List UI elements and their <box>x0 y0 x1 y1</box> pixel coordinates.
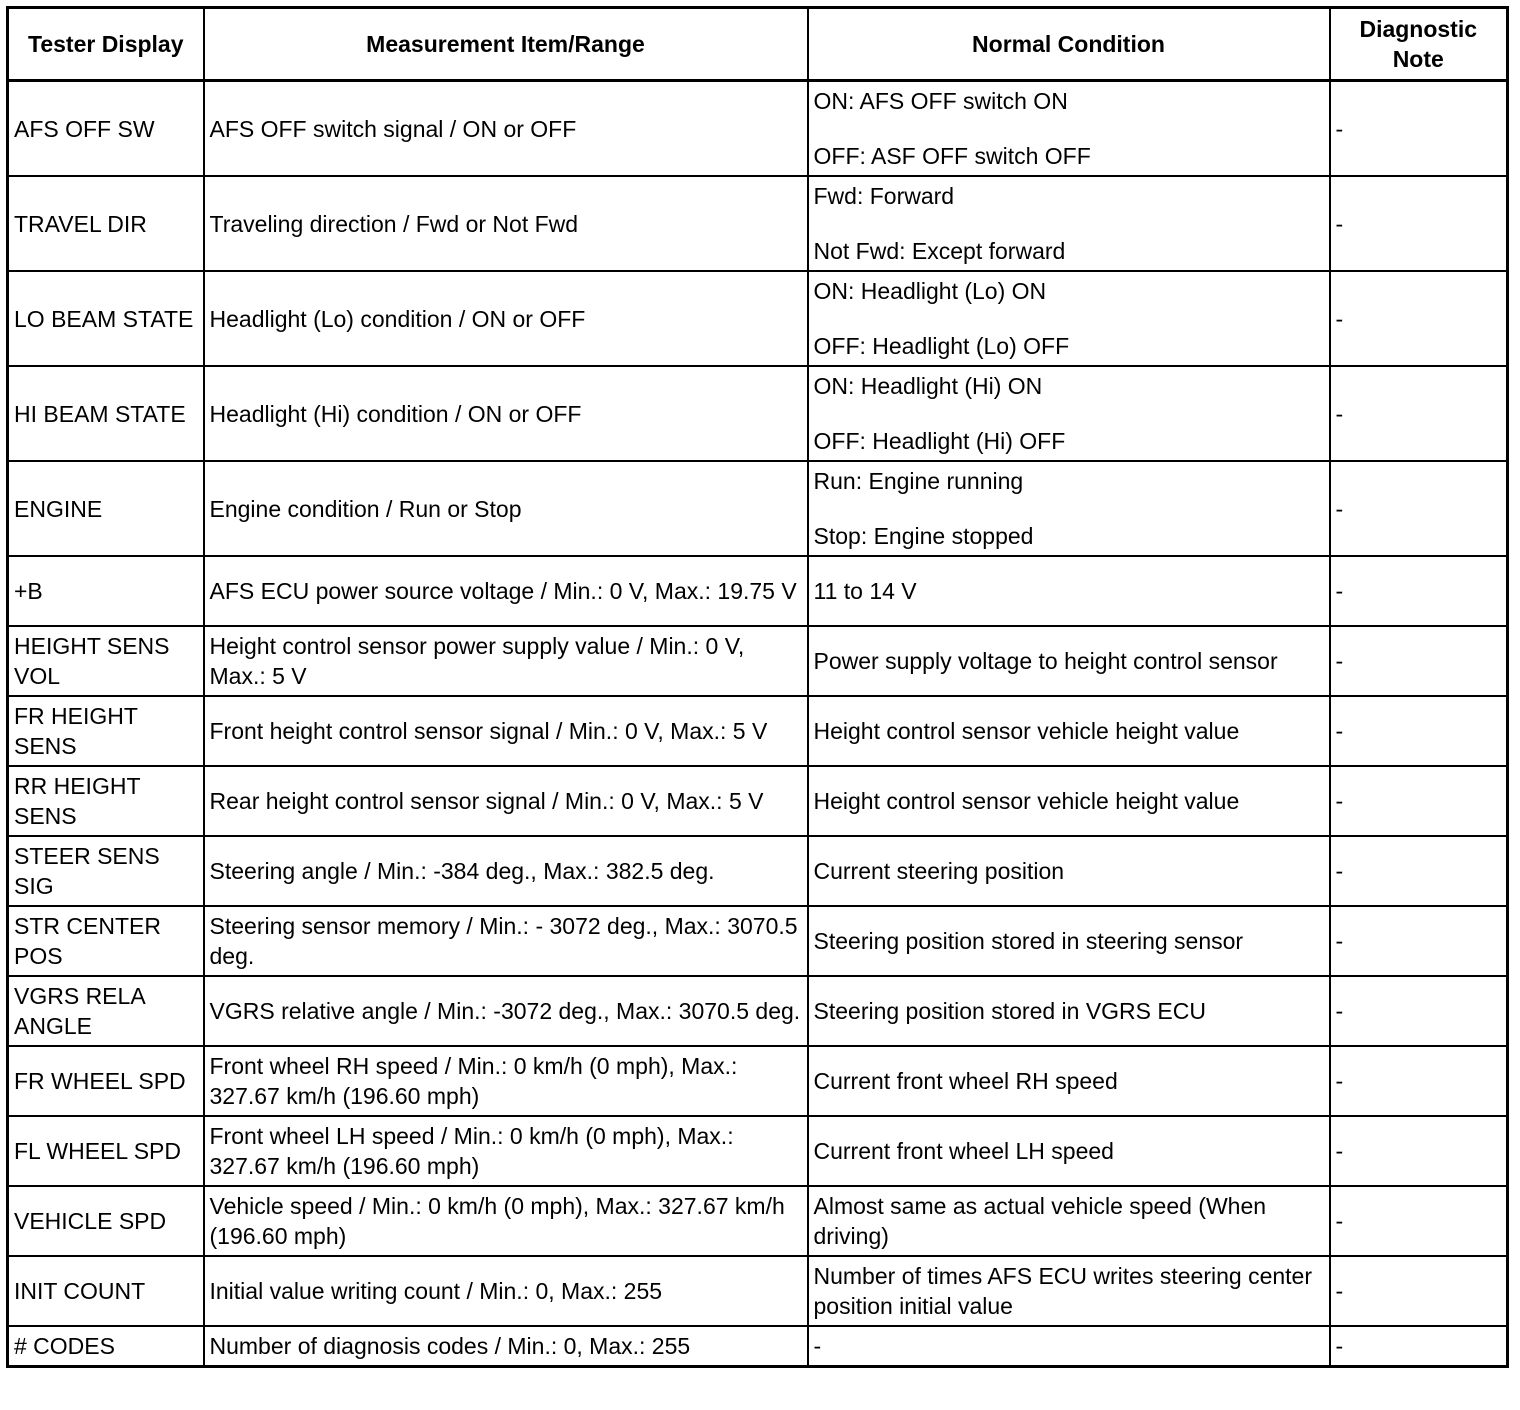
tester-display-cell: HI BEAM STATE <box>8 366 204 461</box>
tester-display-cell: STR CENTER POS <box>8 906 204 976</box>
diagnostic-note-cell: - <box>1330 1326 1508 1367</box>
measurement-cell: VGRS relative angle / Min.: -3072 deg., Max.: 3070.5 deg. <box>204 976 808 1046</box>
tester-display-cell: LO BEAM STATE <box>8 271 204 366</box>
table-row <box>8 461 1508 556</box>
table-row <box>8 1046 1508 1116</box>
table-row <box>8 556 1508 626</box>
normal-condition-line: Steering position stored in steering sensor <box>813 928 1244 954</box>
table-row <box>8 176 1508 271</box>
tester-display-cell: RR HEIGHT SENS <box>8 766 204 836</box>
normal-condition-line: Almost same as actual vehicle speed (When driving) <box>813 1193 1267 1249</box>
diagnostic-note-cell: - <box>1330 1186 1508 1256</box>
table-row <box>8 366 1508 461</box>
tester-display-cell: AFS OFF SW <box>8 81 204 177</box>
header-tester-display: Tester Display <box>8 8 204 81</box>
diagnostic-note-cell: - <box>1330 271 1508 366</box>
tester-display-cell: VGRS RELA ANGLE <box>8 976 204 1046</box>
normal-condition-cell <box>808 1186 1330 1256</box>
table-body <box>8 81 1508 1367</box>
measurement-cell: Vehicle speed / Min.: 0 km/h (0 mph), Max.: 327.67 km/h (196.60 mph) <box>204 1186 808 1256</box>
diagnostic-note-cell: - <box>1330 766 1508 836</box>
measurement-cell: AFS ECU power source voltage / Min.: 0 V, Max.: 19.75 V <box>204 556 808 626</box>
normal-condition-line: Steering position stored in VGRS ECU <box>813 998 1206 1024</box>
table-row <box>8 1326 1508 1367</box>
diagnostic-note-cell: - <box>1330 461 1508 556</box>
normal-condition-line: Stop: Engine stopped <box>813 523 1034 549</box>
normal-condition-line: Height control sensor vehicle height value <box>813 718 1240 744</box>
normal-condition-line: OFF: ASF OFF switch OFF <box>813 143 1091 169</box>
table-row <box>8 906 1508 976</box>
table-row <box>8 766 1508 836</box>
measurement-cell: Traveling direction / Fwd or Not Fwd <box>204 176 808 271</box>
header-row <box>8 8 1508 81</box>
normal-condition-line: Not Fwd: Except forward <box>813 238 1066 264</box>
diagnostic-note-cell: - <box>1330 976 1508 1046</box>
header-normal-condition: Normal Condition <box>808 8 1330 81</box>
tester-display-cell: ENGINE <box>8 461 204 556</box>
normal-condition-line: Current steering position <box>813 858 1065 884</box>
measurement-cell: Steering sensor memory / Min.: - 3072 deg., Max.: 3070.5 deg. <box>204 906 808 976</box>
normal-condition-cell <box>808 626 1330 696</box>
normal-condition-cell <box>808 176 1330 271</box>
measurement-cell: Front wheel RH speed / Min.: 0 km/h (0 mph), Max.: 327.67 km/h (196.60 mph) <box>204 1046 808 1116</box>
normal-condition-line: OFF: Headlight (Lo) OFF <box>813 333 1070 359</box>
table-row <box>8 1186 1508 1256</box>
normal-condition-cell <box>808 556 1330 626</box>
normal-condition-cell <box>808 766 1330 836</box>
tester-display-cell: # CODES <box>8 1326 204 1367</box>
tester-display-cell: INIT COUNT <box>8 1256 204 1326</box>
normal-condition-cell <box>808 271 1330 366</box>
measurement-cell: Headlight (Lo) condition / ON or OFF <box>204 271 808 366</box>
tester-display-cell: HEIGHT SENS VOL <box>8 626 204 696</box>
normal-condition-cell <box>808 906 1330 976</box>
measurement-cell: Steering angle / Min.: -384 deg., Max.: 382.5 deg. <box>204 836 808 906</box>
normal-condition-line: Number of times AFS ECU writes steering center position initial value <box>813 1263 1312 1319</box>
measurement-cell: AFS OFF switch signal / ON or OFF <box>204 81 808 177</box>
normal-condition-line: Run: Engine running <box>813 468 1024 494</box>
normal-condition-cell <box>808 696 1330 766</box>
diagnostic-note-cell: - <box>1330 1256 1508 1326</box>
diagnostic-note-cell: - <box>1330 176 1508 271</box>
measurement-cell: Height control sensor power supply value / Min.: 0 V, Max.: 5 V <box>204 626 808 696</box>
measurement-cell: Front wheel LH speed / Min.: 0 km/h (0 mph), Max.: 327.67 km/h (196.60 mph) <box>204 1116 808 1186</box>
tester-display-cell: +B <box>8 556 204 626</box>
diagnostic-note-cell: - <box>1330 696 1508 766</box>
normal-condition-line: OFF: Headlight (Hi) OFF <box>813 428 1066 454</box>
diagnostic-note-cell: - <box>1330 836 1508 906</box>
table-row <box>8 696 1508 766</box>
normal-condition-cell <box>808 1256 1330 1326</box>
table-row <box>8 81 1508 177</box>
tester-display-cell: TRAVEL DIR <box>8 176 204 271</box>
table-row <box>8 976 1508 1046</box>
table-header <box>8 8 1508 81</box>
diagnostic-note-cell: - <box>1330 81 1508 177</box>
normal-condition-cell <box>808 1046 1330 1116</box>
measurement-cell: Number of diagnosis codes / Min.: 0, Max.: 255 <box>204 1326 808 1367</box>
measurement-cell: Engine condition / Run or Stop <box>204 461 808 556</box>
tester-display-cell: FL WHEEL SPD <box>8 1116 204 1186</box>
normal-condition-line: ON: AFS OFF switch ON <box>813 88 1068 114</box>
normal-condition-line: Height control sensor vehicle height value <box>813 788 1240 814</box>
normal-condition-cell <box>808 81 1330 177</box>
normal-condition-line: Fwd: Forward <box>813 183 955 209</box>
table-row <box>8 1256 1508 1326</box>
normal-condition-cell <box>808 366 1330 461</box>
normal-condition-line: Current front wheel RH speed <box>813 1068 1118 1094</box>
normal-condition-cell <box>808 976 1330 1046</box>
header-diagnostic-note: Diagnostic Note <box>1330 8 1508 81</box>
table-row <box>8 271 1508 366</box>
tester-display-cell: FR WHEEL SPD <box>8 1046 204 1116</box>
normal-condition-cell <box>808 836 1330 906</box>
header-measurement-item: Measurement Item/Range <box>204 8 808 81</box>
normal-condition-cell <box>808 461 1330 556</box>
measurement-cell: Rear height control sensor signal / Min.: 0 V, Max.: 5 V <box>204 766 808 836</box>
diagnostic-note-cell: - <box>1330 366 1508 461</box>
table-row <box>8 1116 1508 1186</box>
normal-condition-line: ON: Headlight (Lo) ON <box>813 278 1047 304</box>
diagnostic-note-cell: - <box>1330 626 1508 696</box>
normal-condition-line: Current front wheel LH speed <box>813 1138 1114 1164</box>
diagnostic-note-cell: - <box>1330 906 1508 976</box>
normal-condition-line: 11 to 14 V <box>813 578 917 604</box>
normal-condition-cell <box>808 1326 1330 1367</box>
tester-display-cell: VEHICLE SPD <box>8 1186 204 1256</box>
diagnostic-note-cell: - <box>1330 556 1508 626</box>
table-row <box>8 836 1508 906</box>
diagnostic-data-table <box>6 6 1509 1368</box>
table-row <box>8 626 1508 696</box>
tester-display-cell: STEER SENS SIG <box>8 836 204 906</box>
measurement-cell: Initial value writing count / Min.: 0, Max.: 255 <box>204 1256 808 1326</box>
diagnostic-note-cell: - <box>1330 1116 1508 1186</box>
diagnostic-note-cell: - <box>1330 1046 1508 1116</box>
normal-condition-line: ON: Headlight (Hi) ON <box>813 373 1043 399</box>
measurement-cell: Headlight (Hi) condition / ON or OFF <box>204 366 808 461</box>
tester-display-cell: FR HEIGHT SENS <box>8 696 204 766</box>
measurement-cell: Front height control sensor signal / Min.: 0 V, Max.: 5 V <box>204 696 808 766</box>
normal-condition-cell <box>808 1116 1330 1186</box>
normal-condition-line: - <box>813 1333 822 1359</box>
normal-condition-line: Power supply voltage to height control sensor <box>813 648 1278 674</box>
